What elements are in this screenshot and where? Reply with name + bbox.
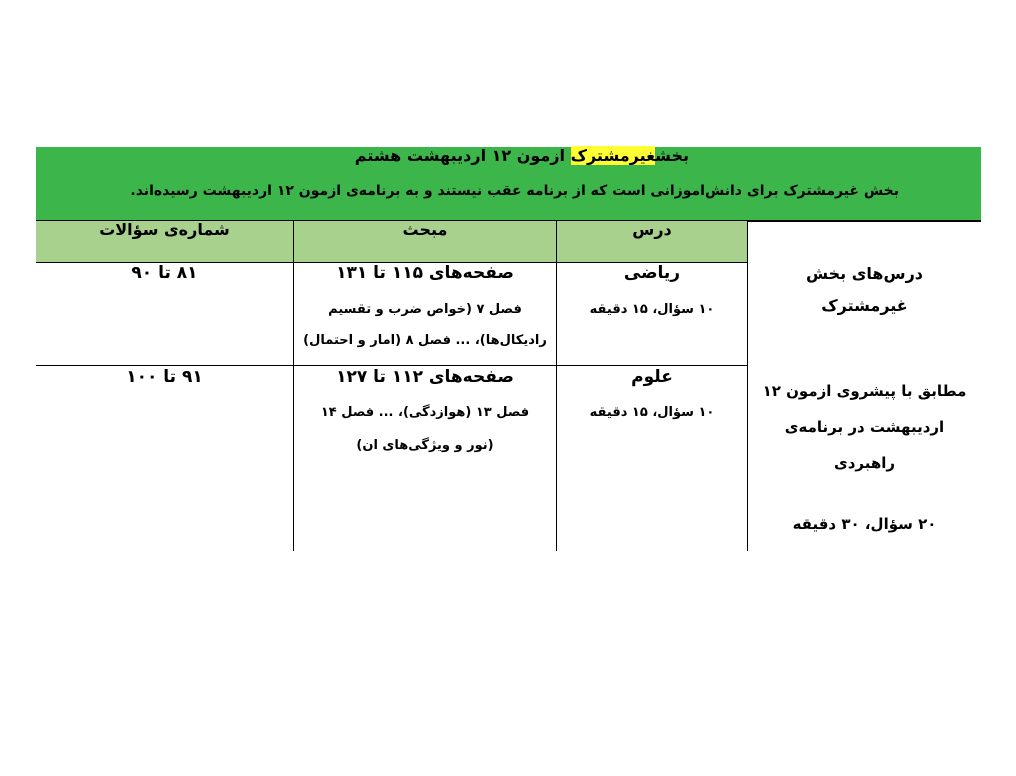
header-question-numbers <box>36 221 293 263</box>
header-topic-label: مبحث <box>402 220 448 239</box>
row2-topic-line2: (نور و ویژگی‌های ان) <box>356 438 494 453</box>
row1-topic-line1: فصل ۷ (خواص ضرب و تقسیم <box>328 302 522 317</box>
side-title <box>748 258 981 322</box>
side-desc-line1: مطابق با پیشروی ازمون ۱۲ <box>762 382 967 400</box>
side-desc-line3: راهبردی <box>833 454 896 472</box>
row1-topic-line2: رادیکال‌ها)، ... فصل ۸ (امار و احتمال) <box>303 333 547 348</box>
header-course <box>557 221 747 263</box>
row1-question-range: ۸۱ تا ۹۰ <box>131 263 198 283</box>
banner-subtitle: بخش غیرمشترک برای دانش‌اموزانی است که از برنامه عقب نیستند و به برنامه‌ی ازمون ۱۲ اردیبهشت رسیده‌اند. <box>130 183 899 199</box>
row2-course: علوم <box>631 367 673 387</box>
banner-title <box>355 147 689 165</box>
side-title-line1: درس‌های بخش <box>806 264 923 283</box>
grid-line <box>36 365 747 366</box>
header-course-label: درس <box>632 220 672 239</box>
row2-question-range: ۹۱ تا ۱۰۰ <box>126 367 203 387</box>
row2-course-detail: ۱۰ سؤال، ۱۵ دقیقه <box>589 405 715 420</box>
row2-pages: صفحه‌های ۱۱۲ تا ۱۲۷ <box>336 367 514 387</box>
side-total: ۲۰ سؤال، ۳۰ دقیقه <box>792 515 937 533</box>
side-description <box>748 373 981 481</box>
row1-course-detail: ۱۰ سؤال، ۱۵ دقیقه <box>589 302 715 317</box>
row1-course: ریاضی <box>623 263 681 283</box>
side-title-line2: غیرمشترک <box>821 296 908 315</box>
banner-title-part2: ازمون ۱۲ اردیبهشت هشتم <box>354 146 566 165</box>
banner <box>36 147 981 222</box>
row1-pages: صفحه‌های ۱۱۵ تا ۱۳۱ <box>336 263 514 283</box>
header-question-numbers-label: شماره‌ی سؤالات <box>99 220 230 239</box>
side-desc-line2: اردیبهشت در برنامه‌ی <box>784 418 945 436</box>
row2-topic-line1: فصل ۱۳ (هوازدگی)، ... فصل ۱۴ <box>320 405 530 420</box>
banner-title-highlight: غیرمشترک <box>570 146 656 165</box>
banner-title-part1: بخش <box>655 146 689 165</box>
header-topic <box>294 221 556 263</box>
